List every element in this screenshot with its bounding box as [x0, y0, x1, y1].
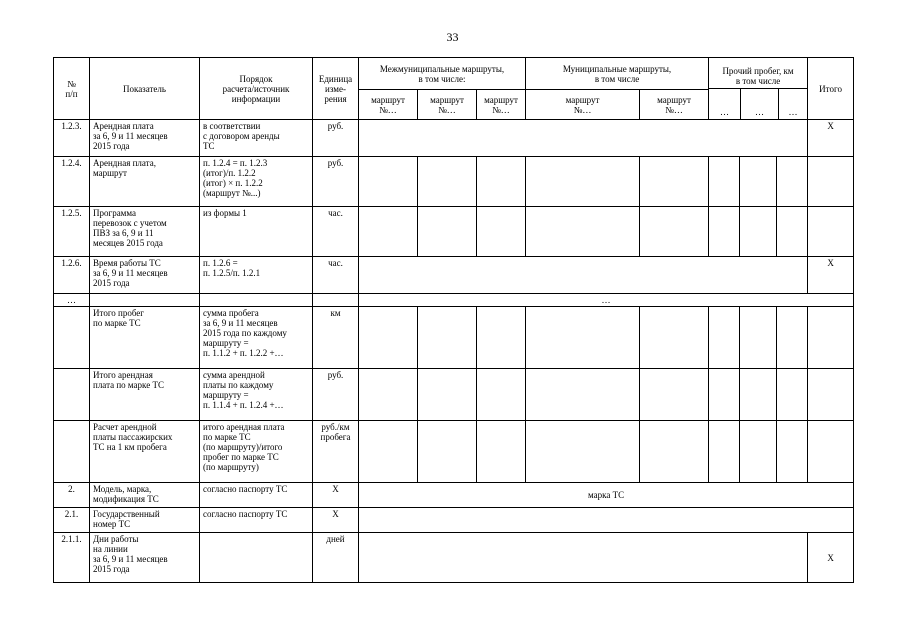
data-cell: [640, 307, 709, 369]
row-num: 1.2.5.: [54, 207, 90, 257]
table-row: [54, 157, 854, 207]
data-cell: [808, 369, 854, 421]
row-merged-empty: [359, 120, 808, 157]
table-row: [54, 257, 854, 294]
data-cell: [740, 369, 777, 421]
row-indicator: Государственный номер ТС: [90, 508, 200, 533]
data-cell: [808, 157, 854, 207]
row-num: …: [54, 294, 90, 307]
header-route: маршрут №…: [640, 90, 709, 120]
row-unit: Х: [313, 483, 359, 508]
data-cell: [477, 157, 526, 207]
row-indicator: [90, 294, 200, 307]
row-procedure: [200, 533, 313, 583]
data-cell: [359, 369, 418, 421]
row-unit: руб.: [313, 369, 359, 421]
row-procedure: из формы 1: [200, 207, 313, 257]
header-route: маршрут №…: [477, 90, 526, 120]
row-procedure: п. 1.2.6 = п. 1.2.5/п. 1.2.1: [200, 257, 313, 294]
data-cell: [477, 421, 526, 483]
row-indicator: Итого арендная плата по марке ТС: [90, 369, 200, 421]
table-row: [54, 120, 854, 157]
data-cell: [526, 307, 640, 369]
row-total: Х: [808, 533, 854, 583]
row-num: 2.1.1.: [54, 533, 90, 583]
row-procedure: согласно паспорту ТС: [200, 508, 313, 533]
row-unit: руб.: [313, 120, 359, 157]
row-num: 2.1.: [54, 508, 90, 533]
page-number: 33: [446, 30, 459, 44]
data-cell: [740, 421, 777, 483]
table-row: [54, 294, 854, 307]
data-cell: [418, 369, 477, 421]
row-indicator: Программа перевозок с учетом ПВЗ за 6, 9 и 11 месяцев 2015 года: [90, 207, 200, 257]
header-route: маршрут №…: [359, 90, 418, 120]
table-row: [54, 369, 854, 421]
row-indicator: Арендная плата за 6, 9 и 11 месяцев 2015 года: [90, 120, 200, 157]
header-other-sub-3: …: [788, 107, 798, 117]
data-cell: [740, 207, 777, 257]
report-table: [53, 57, 854, 583]
row-num: [54, 307, 90, 369]
table-row: [54, 483, 854, 508]
header-num: № п/п: [54, 58, 90, 120]
row-procedure: сумма пробега за 6, 9 и 11 месяцев 2015 года по каждому маршруту = п. 1.1.2 + п. 1.2.2 +…: [200, 307, 313, 369]
table-row: [54, 421, 854, 483]
data-cell: [526, 369, 640, 421]
data-cell: [640, 207, 709, 257]
data-cell: [777, 207, 808, 257]
row-indicator: Арендная плата, маршрут: [90, 157, 200, 207]
data-cell: [418, 307, 477, 369]
row-procedure: согласно паспорту ТС: [200, 483, 313, 508]
row-total: Х: [808, 120, 854, 157]
header-other: Прочий пробег, км в том числе … … …: [709, 58, 808, 120]
row-procedure: п. 1.2.4 = п. 1.2.3 (итог)/п. 1.2.2 (итог) × п. 1.2.2 (маршрут №...): [200, 157, 313, 207]
table-row: [54, 508, 854, 533]
row-total: Х: [808, 257, 854, 294]
header-total: Итого: [808, 58, 854, 120]
row-merged-empty: [359, 257, 808, 294]
row-merged-empty: [359, 533, 808, 583]
row-merged-ellipsis: …: [359, 294, 854, 307]
header-procedure: Порядок расчета/источник информации: [200, 58, 313, 120]
row-num: 2.: [54, 483, 90, 508]
data-cell: [418, 207, 477, 257]
row-procedure: итого арендная плата по марке ТС (по маршруту)/итого пробег по марке ТС (по маршруту): [200, 421, 313, 483]
data-cell: [418, 157, 477, 207]
row-unit: руб.: [313, 157, 359, 207]
row-indicator: Итого пробег по марке ТС: [90, 307, 200, 369]
data-cell: [777, 157, 808, 207]
data-cell: [477, 207, 526, 257]
data-cell: [777, 307, 808, 369]
data-cell: [777, 421, 808, 483]
row-procedure: сумма арендной платы по каждому маршруту = п. 1.1.4 + п. 1.2.4 +…: [200, 369, 313, 421]
data-cell: [477, 369, 526, 421]
data-cell: [359, 207, 418, 257]
data-cell: [709, 207, 740, 257]
table-row: [54, 533, 854, 583]
data-cell: [526, 421, 640, 483]
data-cell: [359, 157, 418, 207]
data-cell: [640, 369, 709, 421]
row-unit: дней: [313, 533, 359, 583]
row-merged-brand: марка ТС: [359, 483, 854, 508]
table-row: [54, 207, 854, 257]
row-procedure: в соответствии с договором аренды ТС: [200, 120, 313, 157]
data-cell: [526, 157, 640, 207]
row-num: [54, 369, 90, 421]
row-unit: час.: [313, 257, 359, 294]
row-num: [54, 421, 90, 483]
data-cell: [740, 307, 777, 369]
row-unit: Х: [313, 508, 359, 533]
data-cell: [418, 421, 477, 483]
row-num: 1.2.4.: [54, 157, 90, 207]
row-procedure: [200, 294, 313, 307]
row-indicator: Модель, марка, модификация ТС: [90, 483, 200, 508]
row-unit: руб./км пробега: [313, 421, 359, 483]
row-num: 1.2.3.: [54, 120, 90, 157]
data-cell: [477, 307, 526, 369]
data-cell: [709, 307, 740, 369]
row-merged-empty: [359, 508, 854, 533]
row-unit: час.: [313, 207, 359, 257]
row-indicator: Расчет арендной платы пассажирских ТС на 1 км пробега: [90, 421, 200, 483]
data-cell: [808, 207, 854, 257]
data-cell: [640, 157, 709, 207]
data-cell: [709, 369, 740, 421]
header-row: [54, 58, 854, 90]
row-unit: км: [313, 307, 359, 369]
data-cell: [777, 369, 808, 421]
header-unit: Единица изме- рения: [313, 58, 359, 120]
header-other-sub-1: …: [709, 89, 741, 119]
row-unit: [313, 294, 359, 307]
row-indicator: Время работы ТС за 6, 9 и 11 месяцев 2015 года: [90, 257, 200, 294]
table-row: [54, 307, 854, 369]
header-other-sub-2: …: [741, 89, 779, 119]
data-cell: [740, 157, 777, 207]
header-intermunicipal: Межмуниципальные маршруты, в том числе:: [359, 58, 526, 90]
data-cell: [526, 207, 640, 257]
data-cell: [359, 421, 418, 483]
data-cell: [709, 157, 740, 207]
data-cell: [808, 421, 854, 483]
header-indicator: Показатель: [90, 58, 200, 120]
header-route: маршрут №…: [526, 90, 640, 120]
header-municipal: Муниципальные маршруты, в том числе: [526, 58, 709, 90]
data-cell: [808, 307, 854, 369]
header-route: маршрут №…: [418, 90, 477, 120]
data-cell: [640, 421, 709, 483]
data-cell: [359, 307, 418, 369]
data-cell: [709, 421, 740, 483]
row-indicator: Дни работы на линии за 6, 9 и 11 месяцев 2015 года: [90, 533, 200, 583]
row-num: 1.2.6.: [54, 257, 90, 294]
